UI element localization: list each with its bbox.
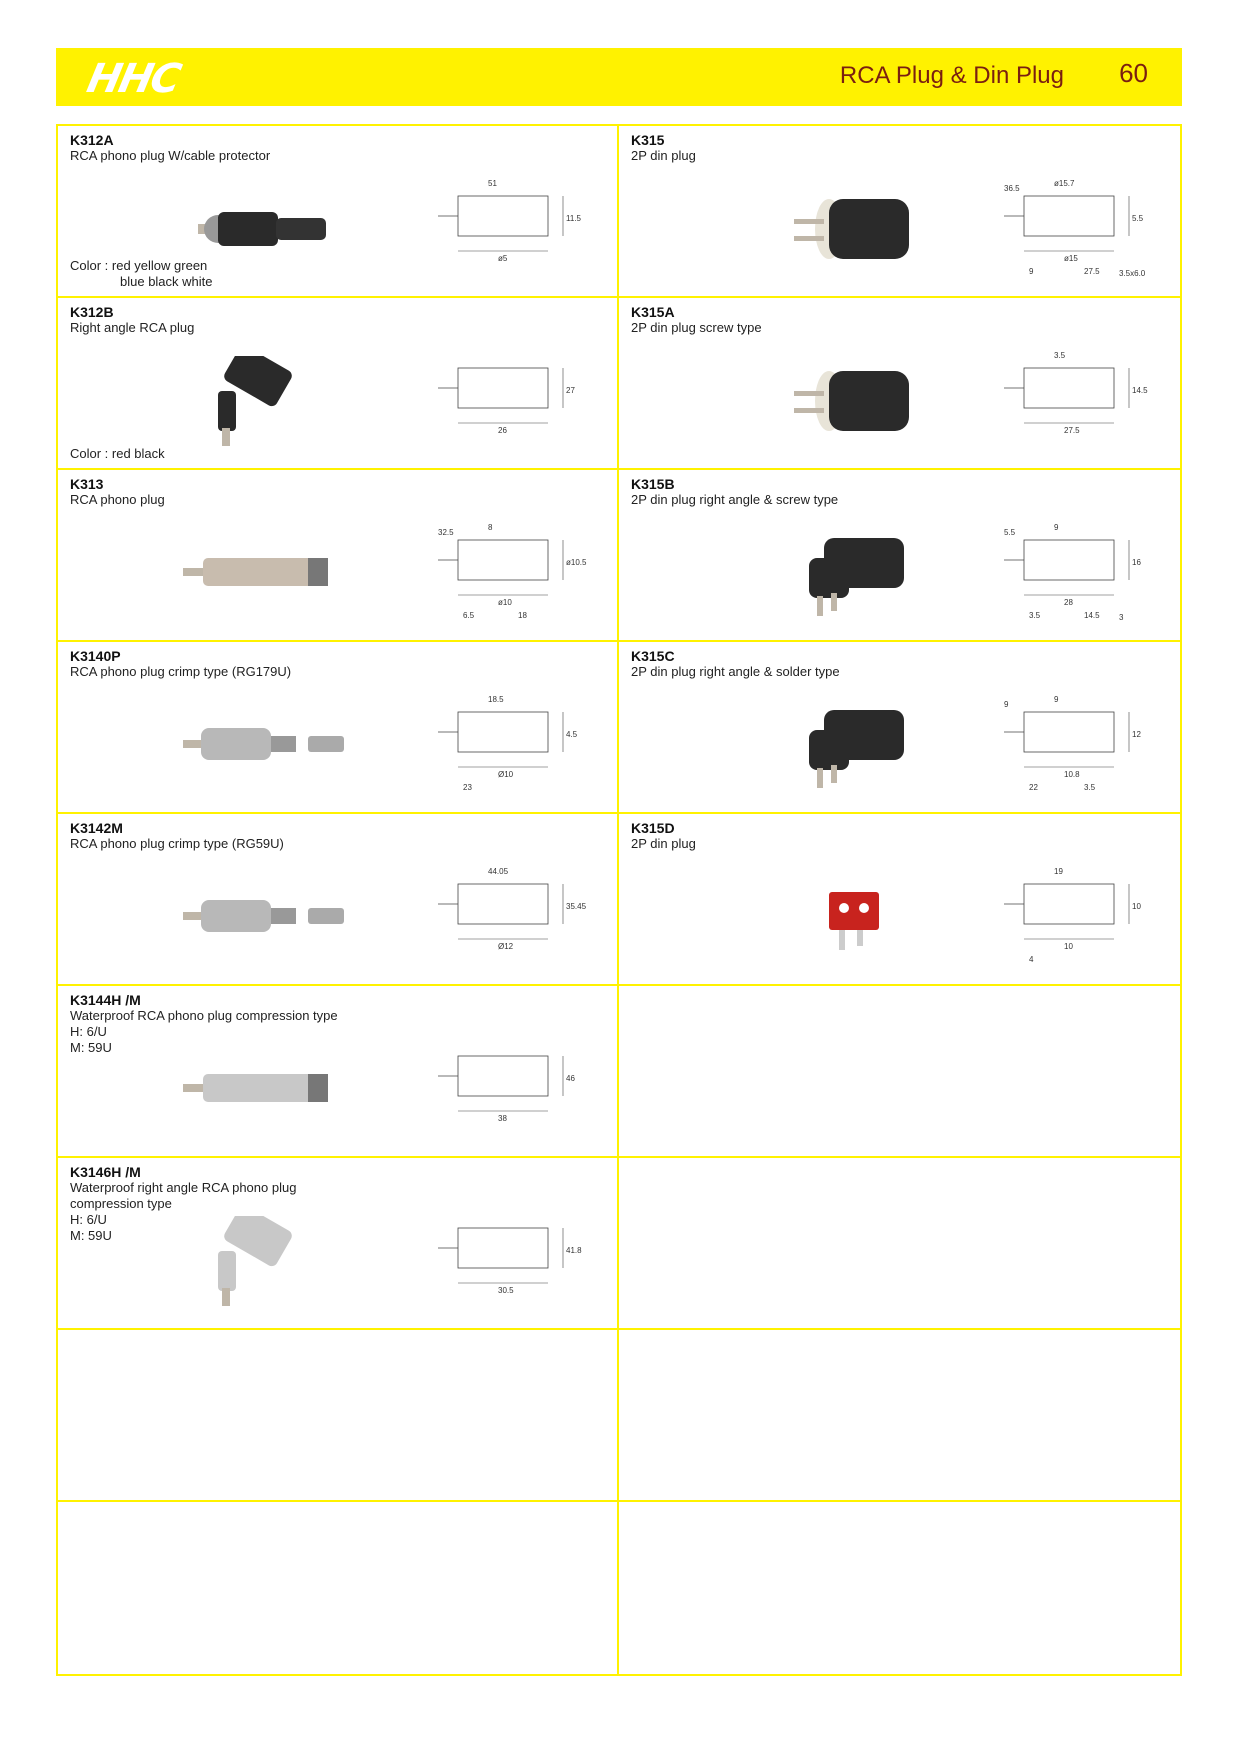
product-code: K313 [70,476,104,492]
product-description: RCA phono plug [70,492,165,507]
dimension-label: 27 [566,386,575,395]
product-cell [619,126,1180,298]
product-code: K3144H /M [70,992,141,1008]
product-code: K315D [631,820,675,836]
product-code: K315B [631,476,675,492]
product-description: 2P din plug screw type [631,320,762,335]
dimension-label: ø10 [498,598,512,607]
dimension-label: 4.5 [566,730,578,739]
product-cell [58,126,619,298]
product-description: RCA phono plug crimp type (RG59U) [70,836,284,851]
product-cell [58,1158,619,1330]
product-cell [619,814,1180,986]
dimension-label: 14.5 [1132,386,1148,395]
color-line: Color : red yellow green [70,258,208,273]
dimension-label: 46 [566,1074,575,1083]
dimension-label: 30.5 [498,1286,514,1295]
product-description: 2P din plug [631,148,696,163]
dimension-label: 27.5 [1084,267,1100,276]
brand-logo: HHC [83,56,184,102]
product-photo [739,356,949,446]
dimension-label: 9 [1054,523,1059,532]
product-cell [58,986,619,1158]
dimension-label: 8 [488,523,493,532]
product-photo [158,700,368,790]
page-header [56,48,1182,106]
empty-cell [58,1330,619,1502]
dimension-label: 3.5x6.0 [1119,269,1146,278]
page-title: RCA Plug & Din Plug [839,62,1064,89]
dimension-label: 9 [1054,695,1059,704]
technical-drawing [994,338,1154,458]
empty-cell [619,1158,1180,1330]
dimension-label: ø10.5 [566,558,587,567]
color-options [70,258,213,290]
technical-drawing [428,682,588,802]
product-cell [58,298,619,470]
product-code: K312A [70,132,114,148]
product-description: RCA phono plug W/cable protector [70,148,271,163]
technical-drawing [994,854,1154,974]
dimension-label: 10.8 [1064,770,1080,779]
dimension-label: 10 [1064,942,1073,951]
technical-drawing [428,1026,588,1146]
technical-drawing [428,338,588,458]
technical-drawing [428,166,588,286]
dimension-label: 23 [463,783,472,792]
dimension-label: 36.5 [1004,184,1020,193]
dimension-label: 18 [518,611,527,620]
product-description: RCA phono plug crimp type (RG179U) [70,664,292,679]
technical-drawing [428,854,588,974]
dimension-label: 12 [1132,730,1141,739]
product-code: K3142M [70,820,123,836]
product-description: Waterproof RCA phono plug compression type H: 6/U M: 59U [70,1008,338,1055]
dimension-label: 28 [1064,598,1073,607]
product-cell [58,470,619,642]
product-photo [739,528,949,618]
technical-drawing [428,1198,588,1318]
technical-drawing [994,166,1154,286]
dimension-label: 19 [1054,867,1063,876]
dimension-label: Ø12 [498,942,514,951]
product-photo [158,1216,368,1306]
product-description: 2P din plug right angle & solder type [631,664,840,679]
product-description: Waterproof right angle RCA phono plug compression type H: 6/U M: 59U [70,1180,297,1243]
product-cell [58,814,619,986]
product-cell [619,642,1180,814]
dimension-label: 18.5 [488,695,504,704]
dimension-label: 26 [498,426,507,435]
empty-cell [619,1330,1180,1502]
product-photo [739,700,949,790]
dimension-label: 10 [1132,902,1141,911]
product-code: K315C [631,648,675,664]
dimension-label: 3 [1119,613,1124,622]
empty-cell [58,1502,619,1674]
product-cell [619,298,1180,470]
dimension-label: 38 [498,1114,507,1123]
product-grid [56,124,1182,1676]
dimension-label: 6.5 [463,611,475,620]
dimension-label: 16 [1132,558,1141,567]
color-options [70,446,165,462]
product-description: 2P din plug right angle & screw type [631,492,839,507]
empty-cell [619,986,1180,1158]
dimension-label: 3.5 [1084,783,1096,792]
product-cell [58,642,619,814]
dimension-label: ø5 [498,254,508,263]
product-photo [158,1044,368,1134]
dimension-label: 5.5 [1004,528,1016,537]
dimension-label: 3.5 [1054,351,1066,360]
product-cell [619,470,1180,642]
technical-drawing [994,510,1154,630]
dimension-label: 5.5 [1132,214,1144,223]
product-description: 2P din plug [631,836,696,851]
color-line: Color : red black [70,446,165,461]
technical-drawing [994,682,1154,802]
technical-drawing [428,510,588,630]
dimension-label: 35.45 [566,902,587,911]
dimension-label: 44.05 [488,867,509,876]
product-photo [739,184,949,274]
dimension-label: 27.5 [1064,426,1080,435]
dimension-label: 4 [1029,955,1034,964]
dimension-label: ø15 [1064,254,1078,263]
product-code: K312B [70,304,114,320]
dimension-label: 32.5 [438,528,454,537]
dimension-label: 9 [1029,267,1034,276]
empty-cell [619,1502,1180,1674]
product-photo [158,528,368,618]
product-description: Right angle RCA plug [70,320,195,335]
page-number: 60 [1119,58,1148,88]
dimension-label: 3.5 [1029,611,1041,620]
dimension-label: 14.5 [1084,611,1100,620]
dimension-label: 41.8 [566,1246,582,1255]
dimension-label: ø15.7 [1054,179,1075,188]
color-line: blue black white [120,274,213,289]
dimension-label: 11.5 [566,214,581,223]
product-code: K315 [631,132,665,148]
dimension-label: 22 [1029,783,1038,792]
dimension-label: 9 [1004,700,1009,709]
product-code: K315A [631,304,675,320]
dimension-label: Ø10 [498,770,514,779]
product-code: K3140P [70,648,121,664]
product-photo [158,356,368,446]
product-code: K3146H /M [70,1164,141,1180]
dimension-label: 51 [488,179,497,188]
product-photo [739,872,949,962]
product-photo [158,872,368,962]
